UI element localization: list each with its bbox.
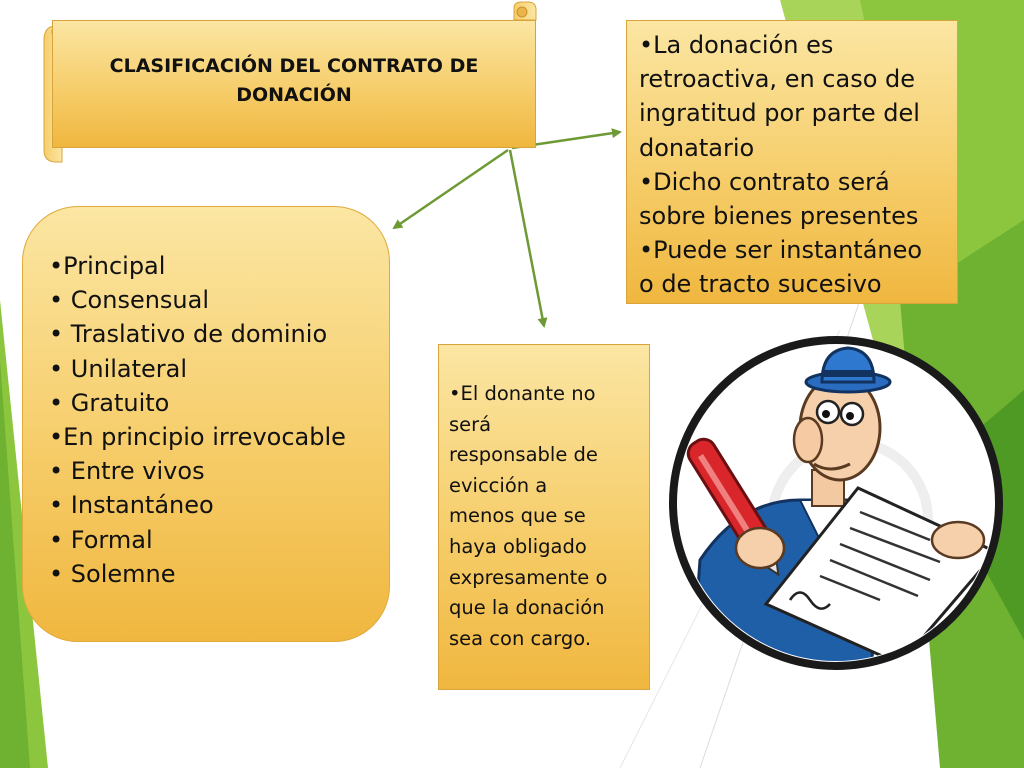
note-line: sobre bienes presentes xyxy=(639,202,919,231)
note-line: •Dicho contrato será xyxy=(639,167,890,196)
note-line: evicción a xyxy=(449,473,548,497)
note-line: o de tracto sucesivo xyxy=(639,270,882,299)
note-line: expresamente o xyxy=(449,565,608,589)
list-item: • Entre vivos xyxy=(49,457,205,486)
note-line: ingratitud por parte del xyxy=(639,99,920,128)
note-line: •Puede ser instantáneo xyxy=(639,236,923,265)
note-line: •La donación es xyxy=(639,31,834,59)
note-line: haya obligado xyxy=(449,534,587,558)
list-item: •En principio irrevocable xyxy=(49,423,346,452)
note-line: que la donación xyxy=(449,596,605,620)
note-line: será xyxy=(449,412,492,436)
list-item: • Formal xyxy=(49,525,153,554)
note-line: retroactiva, en caso de xyxy=(639,65,916,94)
list-item: •Principal xyxy=(49,252,166,280)
list-item: • Gratuito xyxy=(49,388,170,417)
note-line: donatario xyxy=(639,133,755,162)
list-item: • Consensual xyxy=(49,286,210,315)
note-line: responsable de xyxy=(449,443,598,467)
list-item: • Solemne xyxy=(49,559,176,588)
note-line: •El donante no xyxy=(449,382,596,405)
list-item: • Traslativo de dominio xyxy=(49,320,328,349)
diagram-title: CLASIFICACIÓN DEL CONTRATO DE DONACIÓN xyxy=(109,55,479,106)
note-line: sea con cargo. xyxy=(449,626,592,650)
note-line: menos que se xyxy=(449,504,586,528)
list-item: • Instantáneo xyxy=(49,491,214,520)
list-item: • Unilateral xyxy=(49,354,188,383)
